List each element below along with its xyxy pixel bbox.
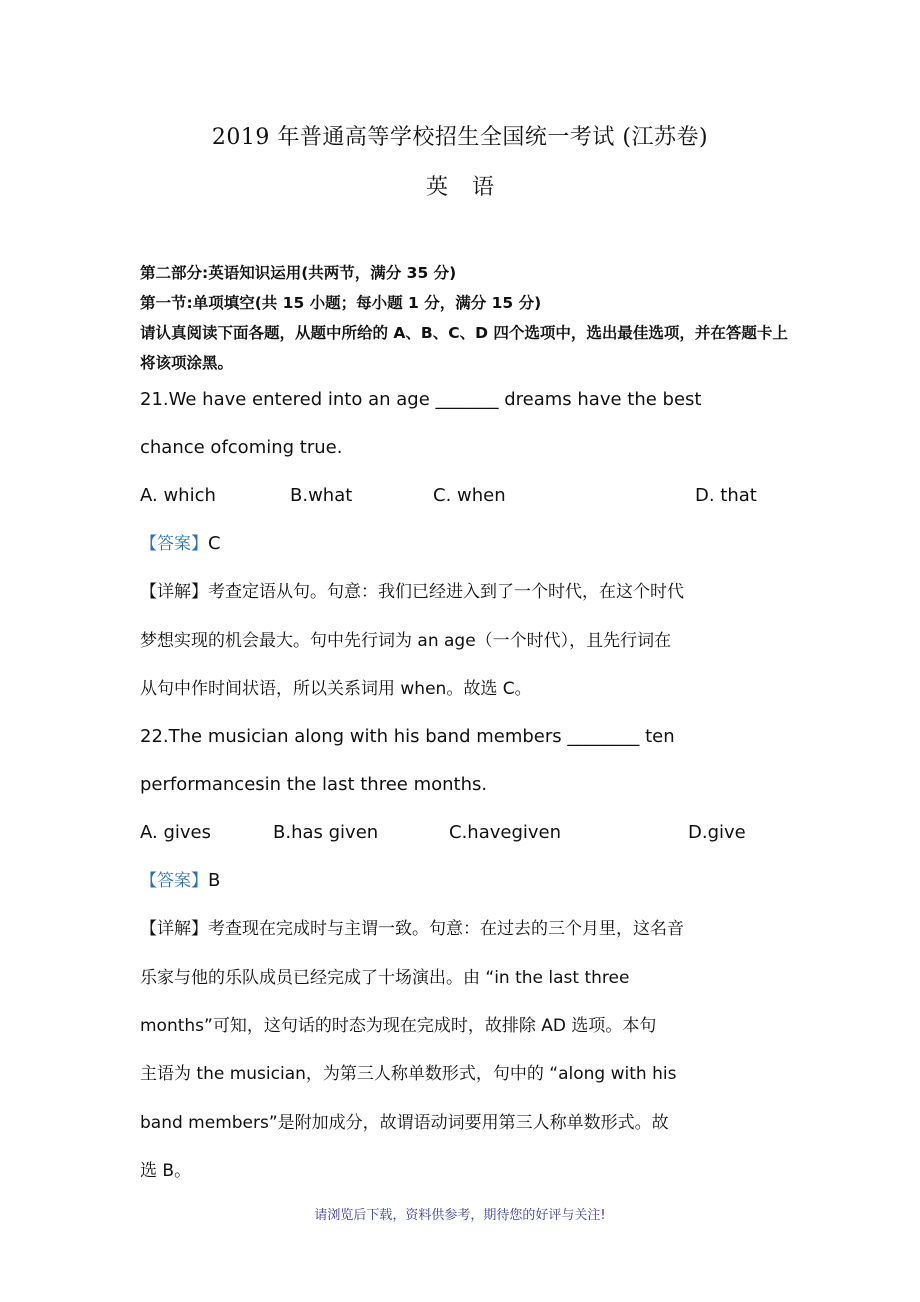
question-21-answer bbox=[140, 532, 782, 556]
question-21-detail-line2: 梦想实现的机会最大。句中先行词为 an age（一个时代），且先行词在 bbox=[140, 631, 672, 651]
question-22-detail-line3: months”可知，这句话的时态为现在完成时，故排除 AD 选项。本句 bbox=[140, 1016, 657, 1036]
answer-tag: 【答案】 bbox=[140, 871, 208, 891]
section-heading: 第一节:单项填空(共 15 小题；每小题 1 分，满分 15 分) bbox=[140, 294, 542, 312]
question-22-stem-line1: 22.The musician along with his band members ________ ten bbox=[140, 726, 675, 747]
question-22-detail-line6: 选 B。 bbox=[140, 1161, 192, 1181]
question-22-option-c: C.havegiven bbox=[449, 822, 562, 843]
question-21-option-c: C. when bbox=[433, 485, 506, 506]
question-22-detail-line4: 主语为 the musician，为第三人称单数形式，句中的 “along with his bbox=[140, 1064, 677, 1084]
question-21-detail-line1: 【详解】考查定语从句。句意：我们已经进入到了一个时代，在这个时代 bbox=[140, 582, 684, 602]
question-22-option-a: A. gives bbox=[140, 822, 211, 843]
question-21-detail-line3: 从句中作时间状语，所以关系词用 when。故选 C。 bbox=[140, 679, 532, 699]
answer-tag: 【答案】 bbox=[140, 534, 208, 554]
part-heading: 第二部分:英语知识运用(共两节，满分 35 分) bbox=[140, 264, 457, 282]
question-22-option-d: D.give bbox=[688, 822, 746, 843]
exam-subject: 英语 bbox=[425, 175, 518, 200]
footer-note: 请浏览后下载，资料供参考，期待您的好评与关注! bbox=[314, 1208, 606, 1223]
exam-title: 2019 年普通高等学校招生全国统一考试 (江苏卷) bbox=[211, 125, 709, 150]
answer-value: B bbox=[208, 870, 221, 891]
question-21-stem-line2: chance ofcoming true. bbox=[140, 437, 343, 458]
directions-text: 请认真阅读下面各题，从题中所给的 A、B、C、D 四个选项中，选出最佳选项，并在答题卡上将该项涂黑。 bbox=[140, 324, 788, 372]
question-22-detail-line5: band members”是附加成分，故谓语动词要用第三人称单数形式。故 bbox=[140, 1113, 669, 1133]
question-21-option-a: A. which bbox=[140, 485, 216, 506]
question-22-option-b: B.has given bbox=[273, 822, 379, 843]
question-22-detail-line1: 【详解】考查现在完成时与主谓一致。句意：在过去的三个月里，这名音 bbox=[140, 919, 684, 939]
question-22-detail-line2: 乐家与他的乐队成员已经完成了十场演出。由 “in the last three bbox=[140, 968, 630, 988]
question-22-stem-line2: performancesin the last three months. bbox=[140, 774, 488, 795]
question-21-option-d: D. that bbox=[695, 485, 757, 506]
question-21-option-b: B.what bbox=[290, 485, 353, 506]
question-22-answer bbox=[140, 869, 782, 893]
question-21-stem-line1: 21.We have entered into an age _______ dreams have the best bbox=[140, 389, 702, 410]
answer-value: C bbox=[208, 533, 221, 554]
